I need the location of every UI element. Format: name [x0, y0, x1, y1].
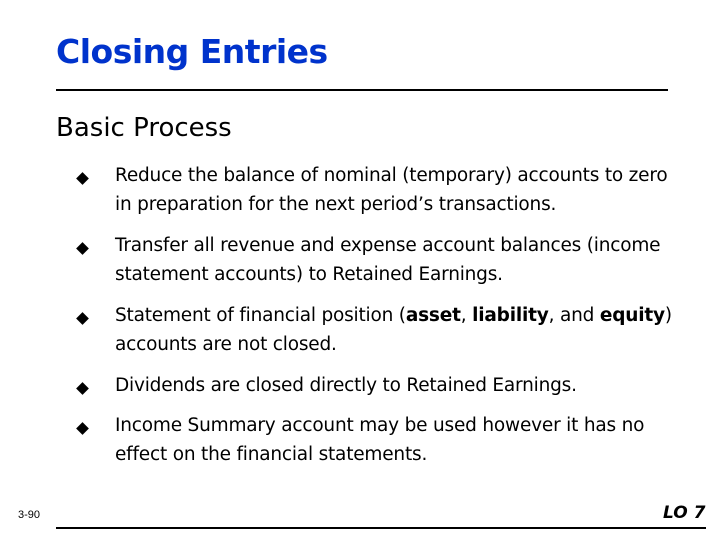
bullet-text-part: Statement of financial position (	[115, 305, 406, 326]
title-divider	[56, 89, 668, 91]
bold-term-equity: equity	[599, 305, 665, 326]
diamond-bullet-icon	[76, 422, 89, 435]
bullet-text: Reduce the balance of nominal (temporary) accounts to zero in preparation for the next period’s transactions.	[115, 165, 668, 215]
bullet-text: Income Summary account may be used however it has no effect on the financial statements.	[115, 415, 645, 465]
bullet-text-part: , and	[548, 305, 600, 326]
bullet-text-rich	[115, 301, 675, 359]
diamond-bullet-icon	[76, 312, 89, 325]
bullet-text: Transfer all revenue and expense account balances (income statement accounts) to Retained Earnings.	[115, 235, 661, 285]
diamond-bullet-icon	[76, 382, 89, 395]
page-number: 3-90	[18, 509, 41, 521]
diamond-bullet-icon	[76, 242, 89, 255]
slide-subtitle: Basic Process	[56, 113, 232, 143]
bullet-text-part: ) accounts are not closed.	[115, 305, 672, 355]
bullet-text: Dividends are closed directly to Retained Earnings.	[115, 375, 577, 396]
slide-title: Closing Entries	[56, 32, 328, 71]
footer-divider	[56, 527, 706, 529]
bold-term-liability: liability	[472, 305, 549, 326]
learning-objective: LO 7	[663, 503, 706, 523]
diamond-bullet-icon	[76, 172, 89, 185]
bold-term-asset: asset	[405, 305, 461, 326]
bullet-text-part: ,	[460, 305, 473, 326]
